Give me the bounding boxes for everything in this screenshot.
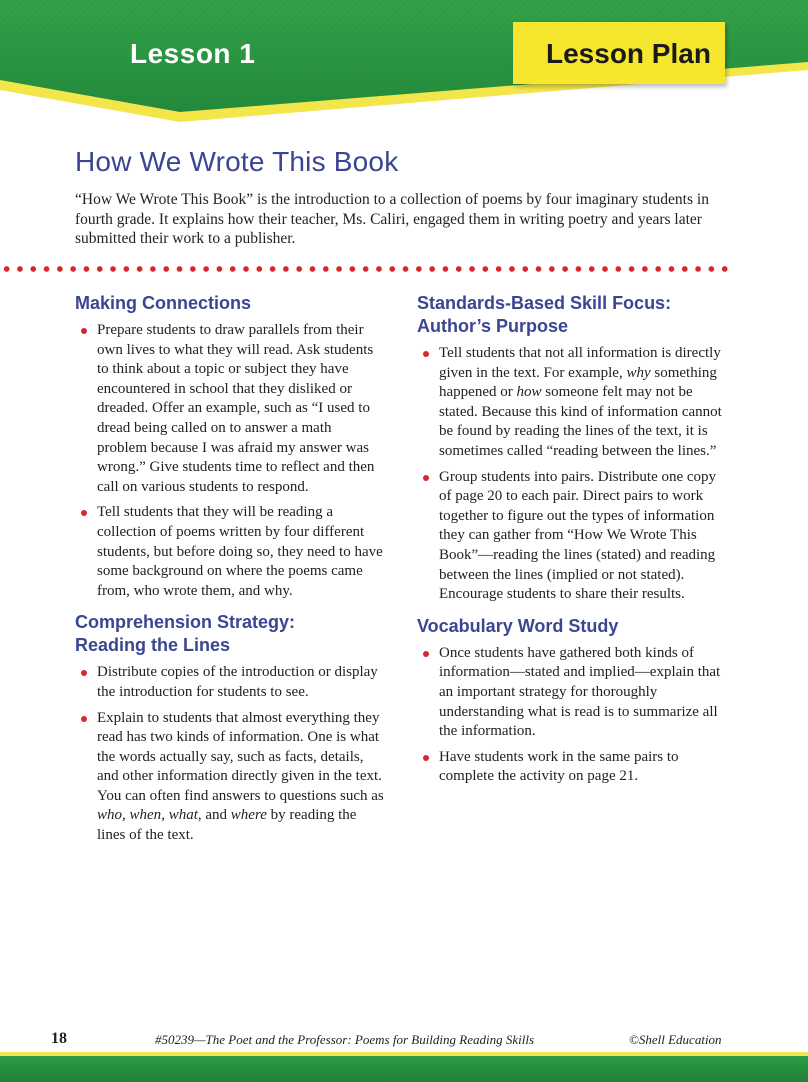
lesson-plan-label: Lesson Plan	[546, 38, 711, 69]
header-banner	[0, 0, 808, 125]
dotted-divider	[0, 264, 735, 274]
list-item: Distribute copies of the introduction or display the introduction for students to see.	[75, 663, 385, 702]
footer-source: #50239—The Poet and the Professor: Poems for Building Reading Skills	[155, 1032, 535, 1047]
vocabulary-section	[417, 615, 732, 787]
footer-copyright: ©Shell Education	[629, 1032, 722, 1047]
comprehension-strategy-section	[75, 611, 385, 845]
section-heading: Standards-Based Skill Focus: Author’s Purpose	[417, 293, 672, 336]
footer-banner	[0, 1052, 808, 1082]
left-column	[75, 292, 385, 856]
page-title: How We Wrote This Book	[75, 146, 399, 177]
bullet-list	[417, 344, 732, 605]
right-column	[417, 292, 732, 797]
list-item: Tell students that they will be reading a collection of poems written by four different students, but before doing so, they need to have some background on where the poems came from, who wrote them, and why.	[75, 503, 385, 601]
lesson-number: Lesson 1	[130, 38, 256, 69]
making-connections-section	[75, 292, 385, 601]
section-heading: Making Connections	[75, 293, 252, 313]
bullet-list	[75, 321, 385, 601]
bullet-icon	[423, 651, 429, 657]
bullet-icon	[423, 755, 429, 761]
list-item: Once students have gathered both kinds of information—stated and implied—explain that an important strategy for thoroughly understanding what is read is to summarize all the information.	[417, 644, 732, 742]
page-number: 18	[51, 1030, 67, 1047]
section-heading: Vocabulary Word Study	[417, 615, 619, 636]
bullet-icon	[423, 351, 429, 357]
list-item: Prepare students to draw parallels from their own lives to what they will read. Ask students to think about a topic or subject they have encountered in school that they disliked or dreaded. Offer an example, such as “I used to dread being called on to answer a math problem because I was afraid my answer was wrong.” Give students time to reflect and then call on various students to respond.	[75, 321, 385, 497]
intro-paragraph: “How We Wrote This Book” is the introduction to a collection of poems by four imaginary students in fourth grade. It explains how their teacher, Ms. Caliri, engaged them in writing poetry and years later submitted their work to a publisher.	[75, 191, 709, 247]
bullet-icon	[81, 716, 87, 722]
list-item: Explain to students that almost everything they read has two kinds of information. One is what the words actually say, such as facts, details, and other information directly given in the text. You can often find answers to questions such as who, when, what, and where by reading the lines of the text.	[75, 709, 385, 846]
list-item: Have students work in the same pairs to complete the activity on page 21.	[417, 748, 732, 787]
section-heading: Comprehension Strategy: Reading the Lines	[75, 612, 296, 656]
list-item: Tell students that not all information is directly given in the text. For example, why something happened or how someone felt may not be stated. Because this kind of information cannot be found by reading the lines of the text, it is sometimes called “reading between the lines.”	[417, 344, 732, 462]
bullet-icon	[81, 670, 87, 676]
bullet-icon	[423, 475, 429, 481]
bullet-icon	[81, 510, 87, 516]
bullet-icon	[81, 328, 87, 334]
bullet-list	[417, 644, 732, 787]
bullet-list	[75, 663, 385, 845]
list-item: Group students into pairs. Distribute one copy of page 20 to each pair. Direct pairs to work together to figure out the types of information they can gather from “How We Wrote This Book”—reading the lines (stated) and reading between the lines (implied or not stated). Encourage students to share their results.	[417, 468, 732, 605]
skill-focus-section	[417, 292, 732, 605]
